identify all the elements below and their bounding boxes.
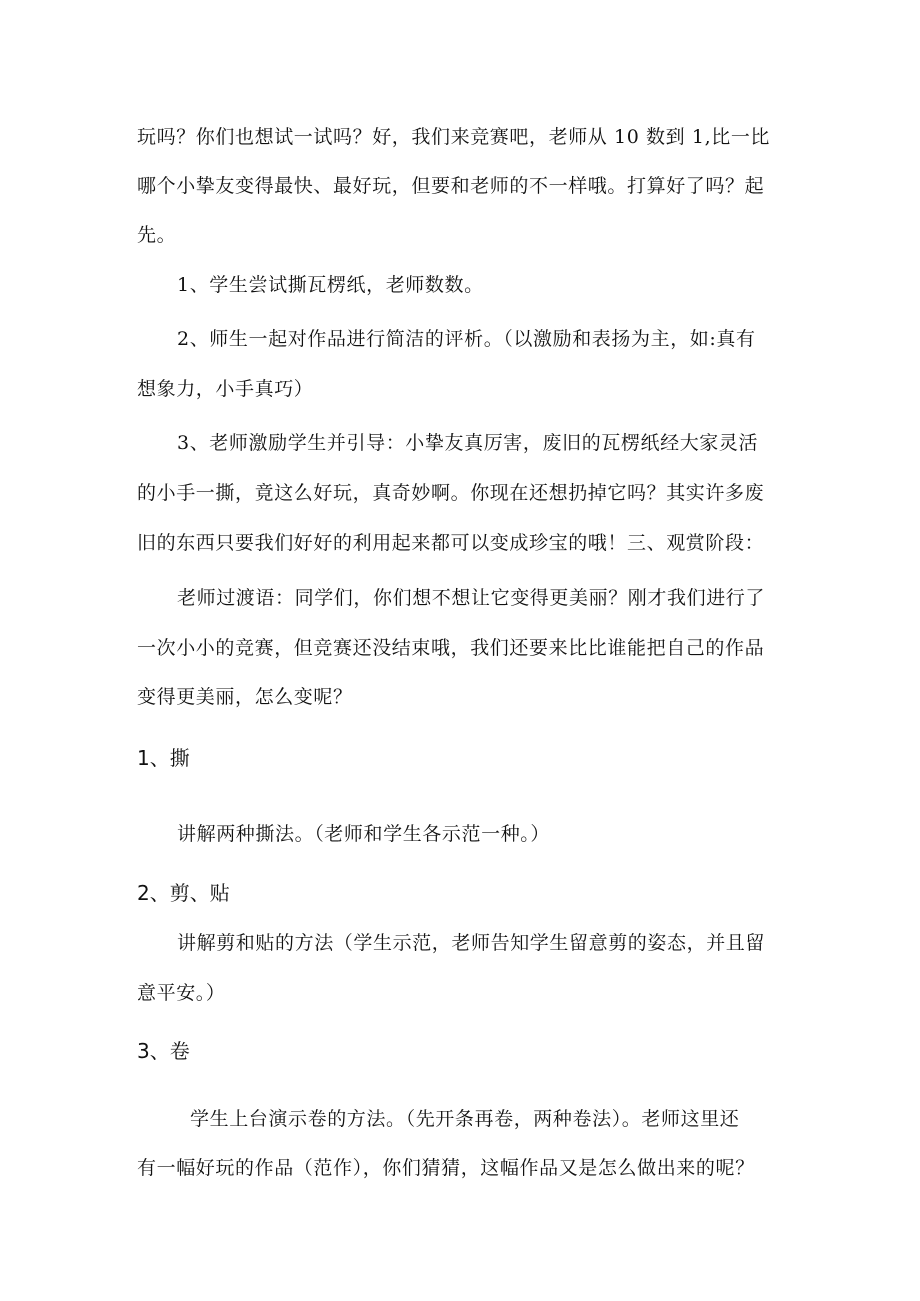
paragraph-line: 先。	[137, 224, 177, 246]
paragraph-line: 一次小小的竞赛，但竞赛还没结束哦，我们还要来比比谁能把自己的作品	[137, 637, 765, 659]
paragraph-line: 3、老师激励学生并引导：小挚友真厉害，废旧的瓦楞纸经大家灵活	[177, 432, 759, 454]
paragraph-line: 讲解两种撕法。（老师和学生各示范一种。）	[177, 823, 551, 845]
paragraph-line: 旧的东西只要我们好好的利用起来都可以变成珍宝的哦！三、观赏阶段：	[137, 532, 765, 554]
paragraph-line: 2、师生一起对作品进行简洁的评析。（以激励和表扬为主，如:真有	[177, 328, 756, 350]
paragraph-line: 玩吗？你们也想试一试吗？好，我们来竞赛吧，老师从 10 数到 1,比一比	[137, 126, 771, 148]
paragraph-line: 1、学生尝试撕瓦楞纸，老师数数。	[177, 274, 484, 296]
paragraph-line: 有一幅好玩的作品（范作），你们猜猜，这幅作品又是怎么做出来的呢？	[137, 1157, 755, 1179]
paragraph-line: 学生上台演示卷的方法。（先开条再卷，两种卷法）。老师这里还	[190, 1108, 740, 1130]
paragraph-line: 讲解剪和贴的方法（学生示范，老师告知学生留意剪的姿态，并且留	[177, 932, 766, 954]
paragraph-line: 哪个小挚友变得最快、最好玩，但要和老师的不一样哦。打算好了吗？起	[137, 175, 765, 197]
paragraph-line: 意平安。）	[137, 982, 226, 1004]
section-heading: 3、卷	[137, 1039, 190, 1063]
paragraph-line: 老师过渡语：同学们，你们想不想让它变得更美丽？刚才我们进行了	[177, 587, 766, 609]
section-heading: 1、撕	[137, 746, 190, 770]
paragraph-line: 的小手一撕，竟这么好玩，真奇妙啊。你现在还想扔掉它吗？其实许多废	[137, 482, 765, 504]
paragraph-line: 想象力，小手真巧）	[137, 378, 314, 400]
section-heading: 2、剪、贴	[137, 881, 230, 905]
paragraph-line: 变得更美丽，怎么变呢？	[137, 686, 353, 708]
